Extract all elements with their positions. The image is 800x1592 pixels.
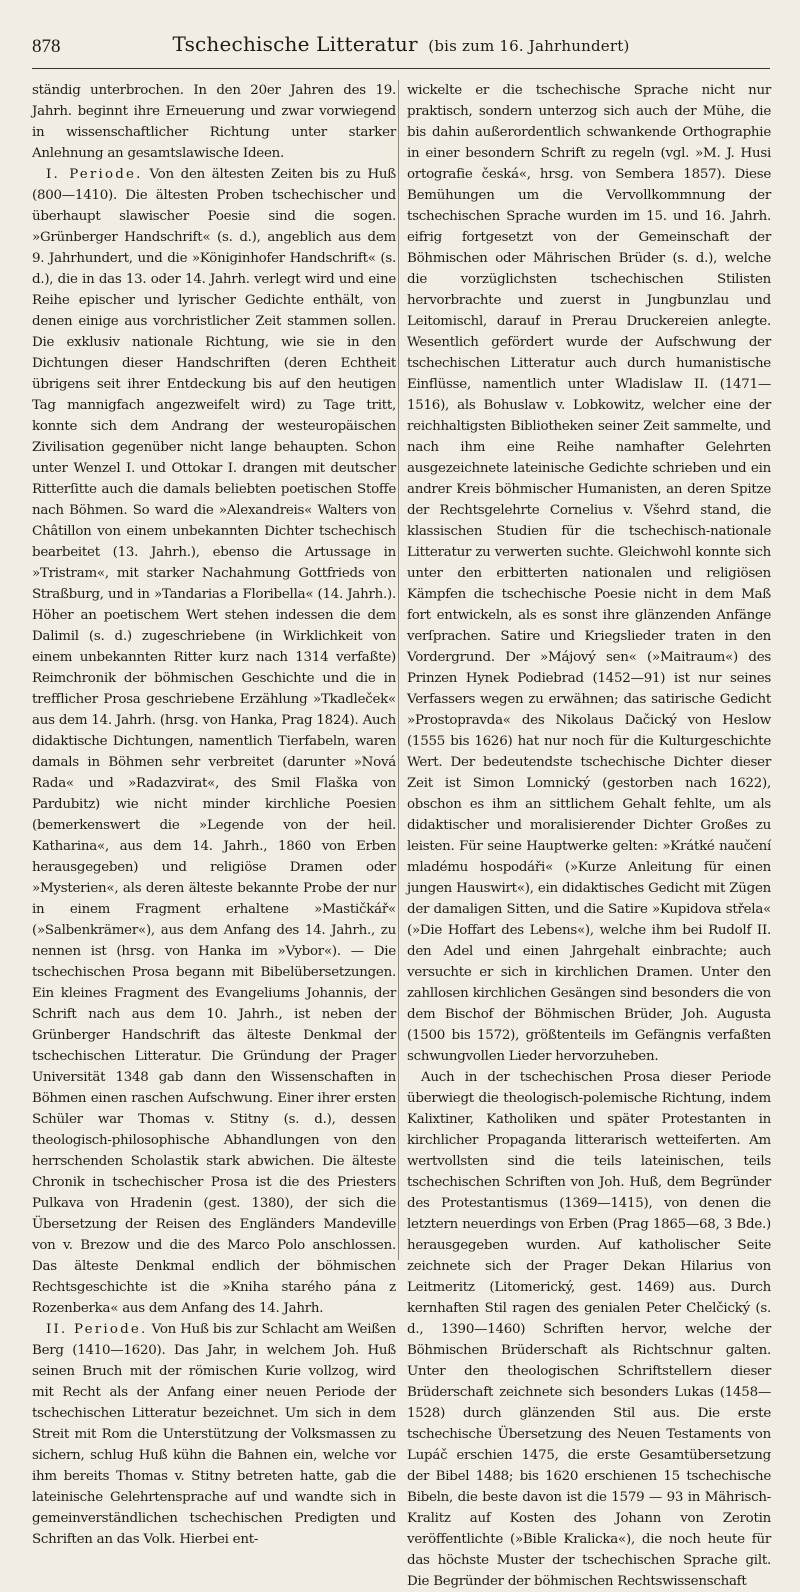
page-header xyxy=(32,30,770,64)
right-paragraph-2: Auch in der tschechischen Prosa dieser Periode überwiegt die theologisch-polemische Richtung, indem Kalixtiner, Katholiken und später Protestanten in kirchlicher Propaganda litterarisch wetteiferten. Am wertvollsten sind die teils lateinischen, teils tschechischen Schriften von Joh. Huß, dem Begründer des Protestantismus (1369—1415), von denen die letztern neuerdings von Erben (Prag 1865—68, 3 Bde.) herausgegeben wurden. Auf katholischer Seite zeichnete sich der Prager Dekan Hilarius von Leitmeritz (Litomerický, gest. 1469) aus. Durch kernhaften Stil ragen des genialen Peter Chelčický (s. d., 1390—1460) Schriften hervor, welche der Böhmischen Brüderschaft als Richtschnur galten. Unter den theologischen Schriftstellern dieser Brüderschaft zeichnete sich besonders Lukas (1458—1528) durch glänzenden Stil aus. Die erste tschechische Übersetzung des Neuen Testaments von Lupáč erschien 1475, die erste Gesamtübersetzung der Bibel 1488; bis 1620 erschienen 15 tschechische Bibeln, die beste davon ist die 1579 — 93 in Mährisch-Kralitz auf Kosten des Johann von Zerotin veröffentlichte (»Bible Kralicka«), die noch heute für das höchste Muster der tschechischen Sprache gilt. Die Begründer der böhmischen Rechtswissenschaft xyxy=(407,1070,771,1589)
section-label-periode-1: I. Periode. xyxy=(46,167,143,182)
left-paragraph-1: ständig unterbrochen. In den 20er Jahren des 19. Jahrh. beginnt ihre Erneuerung und zwar vorwiegend in wissenschaftlicher Richtung unter starker Anlehnung an gesamtslawische Ideen. xyxy=(32,83,396,161)
left-paragraph-2 xyxy=(32,164,396,1319)
section-label-periode-2: II. Periode. xyxy=(46,1322,148,1337)
running-title-main: Tschechische Litteratur xyxy=(172,32,418,56)
left-paragraph-3 xyxy=(32,1319,396,1550)
left-column xyxy=(32,80,396,1547)
left-paragraph-2-text: Von den ältesten Zeiten bis zu Huß (800—1410). Die ältesten Proben tschechischer und überhaupt slawischer Poesie sind die sogen. »Grünberger Handschrift« (s. d.), angeblich aus dem 9. Jahrhundert, und die »Königinhofer Handschrift« (s. d.), die in das 13. oder 14. Jahrh. verlegt wird und eine Reihe epischer und lyrischer Gedichte enthält, von denen einige aus vorchristlicher Zeit stammen sollen. Die exklusiv nationale Richtung, wie sie in den Dichtungen dieser Handschriften (deren Echtheit übrigens seit ihrer Entdeckung bis auf den heutigen Tag mannigfach angezweifelt wird) zu Tage tritt, konnte sich dem Andrang der westeuropäischen Zivilisation gegenüber nicht lange behaupten. Schon unter Wenzel I. und Ottokar I. drangen mit deutscher Ritterſitte auch die damals beliebten poetischen Stoffe nach Böhmen. So ward die »Alexandreis« Walters von Châtillon von einem unbekannten Dichter tschechisch bearbeitet (13. Jahrh.), ebenso die Artussage in »Tristram«, mit starker Nachahmung Gottfrieds von Straßburg, und in »Tandarias a Floribella« (14. Jahrh.). Höher an poetischem Wert stehen indessen die dem Dalimil (s. d.) zugeschriebene (in Wirklichkeit von einem unbekannten Ritter kurz nach 1314 verfaßte) Reimchronik der böhmischen Geschichte und die in trefflicher Prosa geschriebene Erzählung »Tkadleček« aus dem 14. Jahrh. (hrsg. von Hanka, Prag 1824). Auch didaktische Dichtungen, namentlich Tierfabeln, waren damals in Böhmen sehr verbreitet (darunter »Nová Rada« und »Radazvirat«, des Smil Flaška von Pardubitz) wie nicht minder kirchliche Poesien (bemerkenswert die »Legende von der heil. Katharina«, aus dem 14. Jahrh., 1860 von Erben herausgegeben) und religiöse Dramen oder »Mysterien«, als deren älteste bekannte Probe der nur in einem Fragment erhaltene »Mastičkář« (»Salbenkrämer«), aus dem Anfang des 14. Jahrh., zu nennen ist (hrsg. von Hanka im »Vybor«). — Die tschechischen Prosa begann mit Bibelübersetzungen. Ein kleines Fragment des Evangeliums Johannis, der Schrift nach aus dem 10. Jahrh., ist neben der Grünberger Handschrift das älteste Denkmal der tschechischen Litteratur. Die Gründung der Prager Universität 1348 gab dann den Wissenschaften in Böhmen einen raschen Aufschwung. Einer ihrer ersten Schüler war Thomas v. Stitny (s. d.), dessen theologisch-philosophische Abhandlungen von den herrschenden Scholastik stark abwichen. Die älteste Chronik in tschechischer Prosa ist die des Priesters Pulkava von Hradenin (gest. 1380), der sich die Übersetzung der Reisen des Engländers Mandeville von v. Brezow und die des Marco Polo anschlossen. Das älteste Denkmal endlich der böhmischen Rechtsgeschichte ist die »Kniha starého pána z Rozenberka« aus dem Anfang des 14. Jahrh. xyxy=(32,167,396,1316)
right-column xyxy=(407,80,771,1589)
left-paragraph-3-text: Von Huß bis zur Schlacht am Weißen Berg (1410—1620). Das Jahr, in welchem Joh. Huß seinen Bruch mit der römischen Kurie vollzog, wird mit Recht als der Anfang einer neuen Periode der tschechischen Litteratur bezeichnet. Um sich in dem Streit mit Rom die Unterstützung der Volksmassen zu sichern, schlug Huß kühn die Bahnen ein, welche vor ihm bereits Thomas v. Stitny betreten hatte, gab die lateinische Gelehrtensprache auf und wandte sich in gemeinverständlichen tschechischen Predigten und Schriften an das Volk. Hierbei ent- xyxy=(32,1322,396,1547)
column-divider xyxy=(398,80,399,1260)
running-title-subtitle: (bis zum 16. Jahrhundert) xyxy=(428,37,630,55)
page-number: 878 xyxy=(32,36,61,57)
running-title xyxy=(32,32,770,56)
right-paragraph-1: wickelte er die tschechische Sprache nicht nur praktisch, sondern unterzog sich auch der Mühe, die bis dahin außerordentlich schwankende Orthographie in einer besondern Schrift zu regeln (vgl. »M. J. Husi ortografie česká«, hrsg. von Sembera 1857). Diese Bemühungen um die Vervollkommnung der tschechischen Sprache wurden im 15. und 16. Jahrh. eifrig fortgesetzt von der Gemeinschaft der Böhmischen oder Mährischen Brüder (s. d.), welche die vorzüglichsten tschechischen Stilisten hervorbrachte und zuerst in Jungbunzlau und Leitomischl, darauf in Prerau Druckereien anlegte. Wesentlich gefördert wurde der Aufschwung der tschechischen Litteratur auch durch humanistische Einflüsse, namentlich unter Wladislaw II. (1471—1516), als Bohuslaw v. Lobkowitz, welcher eine der reichhaltigsten Bibliotheken seiner Zeit sammelte, und nach ihm eine Reihe namhafter Gelehrten ausgezeichnete lateinische Gedichte schrieben und ein andrer Kreis böhmischer Humanisten, an deren Spitze der Rechtsgelehrte Cornelius v. Všehrd stand, die klassischen Studien für die tschechisch-nationale Litteratur zu verwerten suchte. Gleichwohl konnte sich unter den erbitterten nationalen und religiösen Kämpfen die tschechische Poesie nicht in dem Maß fort entwickeln, als es sonst ihre glänzenden Anfänge verſprachen. Satire und Kriegslieder traten in den Vordergrund. Der »Májový sen« (»Maitraum«) des Prinzen Hynek Podiebrad (1452—91) ist nur seines Verfassers wegen zu erwähnen; das satirische Gedicht »Prostopravda« des Nikolaus Dačický von Heslow (1555 bis 1626) hat nur noch für die Kulturgeschichte Wert. Der bedeutendste tschechische Dichter dieser Zeit ist Simon Lomnický (gestorben nach 1622), obschon es ihm an sittlichem Gehalt fehlte, um als didaktischer und moralisierender Dichter Großes zu leisten. Für seine Hauptwerke gelten: »Krátké naučení mladému hospodáři« (»Kurze Anleitung für einen jungen Hauswirt«), ein didaktisches Gedicht mit Zügen der damaligen Sitten, und die Satire »Kupidova střela« (»Die Hoffart des Lebens«), welche ihm bei Rudolf II. den Adel und einen Jahrgehalt einbrachte; auch versuchte er sich in kirchlichen Dramen. Unter den zahllosen kirchlichen Gesängen sind besonders die von dem Bischof der Böhmischen Brüder, Joh. Augusta (1500 bis 1572), größtenteils im Gefängnis verfaßten schwungvollen Lieder hervorzuheben. xyxy=(407,83,771,1064)
header-rule xyxy=(32,68,770,69)
